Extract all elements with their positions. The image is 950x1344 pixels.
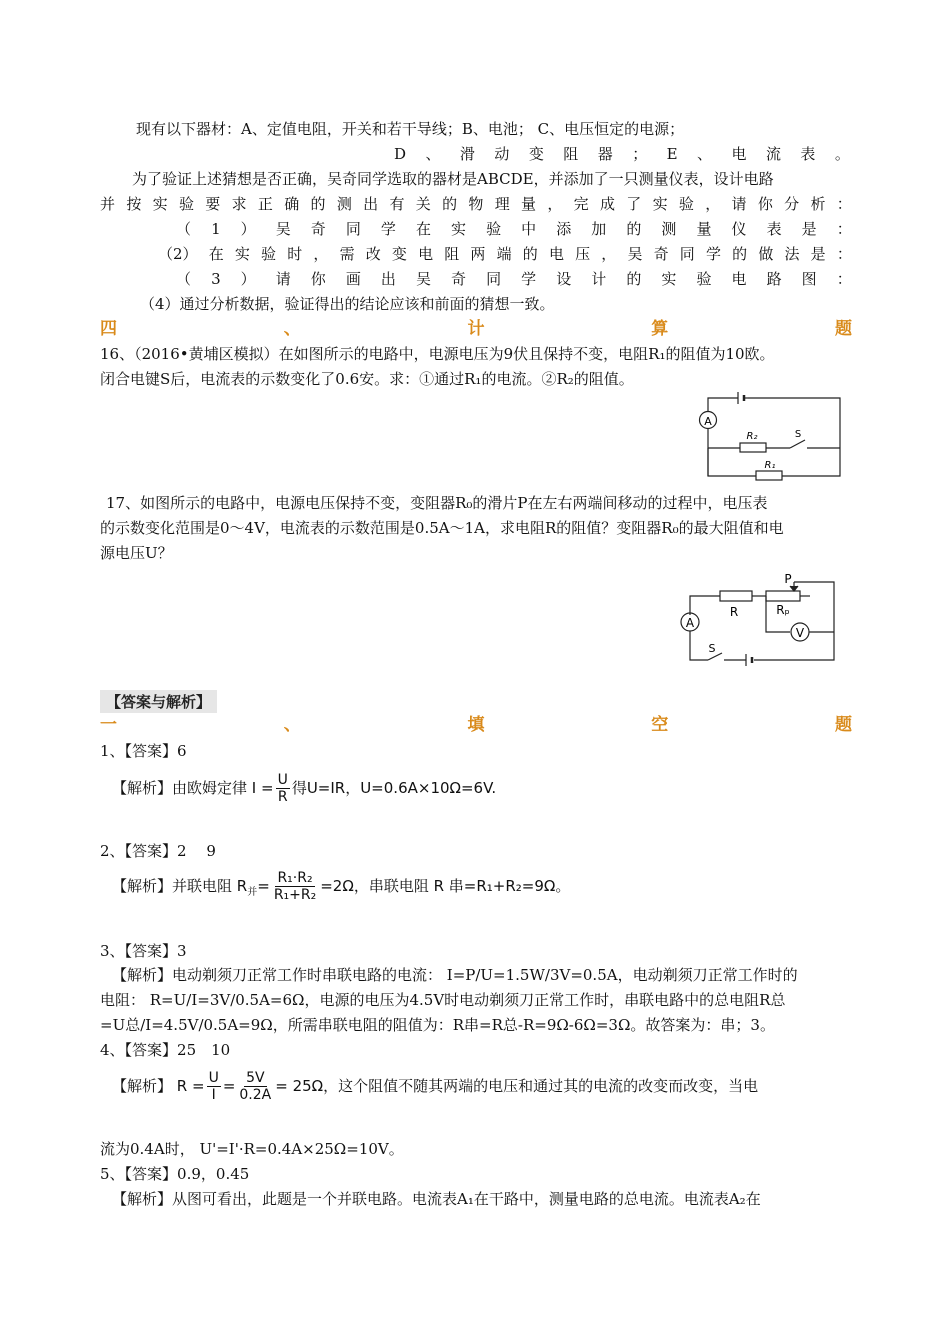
- slider-label: P: [784, 572, 792, 586]
- ammeter-label: A: [685, 616, 695, 630]
- ammeter-label: A: [704, 415, 712, 428]
- text-char: 计: [591, 270, 607, 288]
- text-char: 奇: [653, 245, 669, 263]
- problem-16-line-2: 闭合电键S后，电流表的示数变化了0.6安。求：①通过R₁的电流。②R₂的阻值。: [100, 370, 634, 388]
- text-char: 中: [521, 220, 537, 238]
- text-char: 验: [261, 245, 277, 263]
- text-char: 的: [522, 245, 538, 263]
- answer-4: 4、【答案】25 10: [100, 1041, 231, 1059]
- text-char: 、: [283, 715, 301, 735]
- problem-17-line-3: 源电压U？: [100, 544, 173, 562]
- text-char: 验: [678, 195, 694, 213]
- text-char: 改: [365, 245, 381, 263]
- text-char: 请: [731, 195, 747, 213]
- switch-label: S: [794, 429, 802, 440]
- question-line-5: [176, 218, 852, 240]
- text-char: 奇: [451, 270, 467, 288]
- text-char: 需: [339, 245, 355, 263]
- text-char: 是: [810, 245, 826, 263]
- text-char: 同: [679, 245, 695, 263]
- text-char: 1: [211, 220, 221, 238]
- text-char: 学: [705, 245, 721, 263]
- question-line-3: 为了验证上述猜想是否正确，吴奇同学选取的器材是ABCDE，并添加了一只测量仪表，设计电路: [132, 170, 774, 188]
- text-char: 量: [521, 195, 537, 213]
- solution-4: 【解析】 R = $\frac{U}{I}$ = $\frac{5V}{0.2A}$ = 25Ω，这个阻值不随其两端的电压和通过其的电流的改变而改变，当电: [112, 1070, 759, 1103]
- text-char: 你: [310, 270, 326, 288]
- text-char: 在: [208, 245, 224, 263]
- text-char: 奇: [310, 220, 326, 238]
- text-char: （: [176, 220, 192, 238]
- text-char: ：: [836, 195, 852, 213]
- text-char: 的: [732, 245, 748, 263]
- fraction-u-over-i: $\frac{U}{I}$: [208, 1070, 219, 1103]
- text-char: 验: [486, 220, 502, 238]
- text-char: 关: [415, 195, 431, 213]
- solution-4-line-2: 流为0.4A时， U'=I'·R=0.4A×25Ω=10V。: [100, 1140, 404, 1158]
- solution-5-line-1: 【解析】从图可看出，此题是一个并联电路。电流表A₁在干路中，测量电路的总电流。电流表A₂在: [112, 1190, 761, 1208]
- text-char: 在: [415, 220, 431, 238]
- text-char: 吴: [275, 220, 291, 238]
- text-char: 实: [661, 270, 677, 288]
- text-char: 变: [391, 245, 407, 263]
- answers-title: 【答案与解析】: [100, 690, 217, 713]
- text-char: 出: [380, 270, 396, 288]
- text-char: 四: [100, 319, 117, 339]
- text-char: 阻: [444, 245, 460, 263]
- text-char: 测: [661, 220, 677, 238]
- text-char: 物: [468, 195, 484, 213]
- text-char: 验: [178, 195, 194, 213]
- answer-2: 2、【答案】2 9: [100, 842, 216, 860]
- text-char: （2）: [158, 245, 198, 263]
- text-char: 成: [599, 195, 615, 213]
- text-char: 析: [810, 195, 826, 213]
- text-char: 画: [345, 270, 361, 288]
- text-char: 按: [126, 195, 142, 213]
- text-char: 有: [389, 195, 405, 213]
- text-char: 的: [310, 195, 326, 213]
- text-char: ，: [547, 195, 563, 213]
- text-char: 吴: [627, 245, 643, 263]
- text-char: ：: [836, 220, 852, 238]
- text-char: 添: [556, 220, 572, 238]
- text-char: ，: [705, 195, 721, 213]
- text-char: 学: [380, 220, 396, 238]
- fraction-values: $\frac{5V}{0.2A}$: [239, 1070, 272, 1103]
- text-char: 题: [835, 715, 852, 735]
- solution-1: 【解析】由欧姆定律 I = $\frac{U}{R}$ 得U=IR，U=0.6A×10Ω=6V.: [112, 772, 497, 805]
- text-char: 量: [696, 220, 712, 238]
- text-char: 实: [152, 195, 168, 213]
- text-char: 做: [758, 245, 774, 263]
- text-char: 电: [548, 245, 564, 263]
- solution-3-line-1: 【解析】电动剃须刀正常工作时串联电路的电流： I=P/U=1.5W/3V=0.5A，电动剃须刀正常工作时的: [112, 966, 798, 984]
- text-char: 要: [205, 195, 221, 213]
- text-char: 实: [451, 220, 467, 238]
- text-char: （: [176, 270, 192, 288]
- answer-5: 5、【答案】0.9，0.45: [100, 1165, 250, 1183]
- text-char: 算: [651, 319, 669, 339]
- question-line-4: [100, 193, 852, 215]
- solution-2: 【解析】并联电阻 $R_并=$ $\frac{\text{R₁·R₂}}{\text{R₁+R₂}}$ =2Ω，串联电阻 R 串=R₁+R₂=9Ω。: [112, 870, 571, 903]
- voltmeter-label: V: [795, 626, 805, 640]
- switch-label: S: [708, 642, 716, 655]
- resistor-r-label: R: [729, 605, 739, 619]
- text-char: 请: [275, 270, 291, 288]
- text-char: 的: [442, 195, 458, 213]
- text-char: 3: [211, 270, 221, 288]
- text-char: 仪: [731, 220, 747, 238]
- text-char: 电: [731, 270, 747, 288]
- answer-3: 3、【答案】3: [100, 942, 187, 960]
- text-char: 时: [287, 245, 303, 263]
- text-char: 端: [496, 245, 512, 263]
- text-char: 计: [467, 319, 485, 339]
- text-char: 一: [100, 715, 117, 735]
- question-line-7: [176, 268, 852, 290]
- fraction-u-over-r: $\frac{U}{R}$: [277, 772, 288, 805]
- text-char: 实: [652, 195, 668, 213]
- text-char: 的: [626, 270, 642, 288]
- solution-3-line-3: =U总/I=4.5V/0.5A=9Ω，所需串联电阻的阻值为：R串=R总-R=9Ω-6Ω=3Ω。故答案为：串；3。: [100, 1016, 775, 1034]
- rheostat-label: Rₚ: [776, 603, 790, 617]
- text-char: 吴: [415, 270, 431, 288]
- section-heading-calc: [100, 318, 852, 340]
- question-line-1: 现有以下器材：A、定值电阻，开关和若干导线；B、电池； C、电压恒定的电源；: [136, 120, 685, 138]
- circuit-diagram-16: [690, 390, 850, 482]
- text-char: 实: [234, 245, 250, 263]
- problem-17-line-2: 的示数变化范围是0～4V，电流表的示数范围是0.5A～1A，求电阻R的阻值？变阻器R₀的最大阻值和电: [100, 519, 784, 537]
- text-char: 学: [521, 270, 537, 288]
- text-char: 验: [696, 270, 712, 288]
- text-char: 同: [345, 220, 361, 238]
- text-char: 路: [766, 270, 782, 288]
- text-char: ，: [601, 245, 617, 263]
- text-char: 加: [591, 220, 607, 238]
- text-char: 同: [486, 270, 502, 288]
- text-char: 测: [336, 195, 352, 213]
- question-line-6: [158, 243, 852, 265]
- text-char: 空: [651, 715, 669, 735]
- text-char: ：: [836, 245, 852, 263]
- text-char: 设: [556, 270, 572, 288]
- circuit-diagram-17: [676, 570, 840, 670]
- text-char: 法: [784, 245, 800, 263]
- r1-label: R₁: [764, 460, 776, 471]
- text-char: ）: [240, 270, 256, 288]
- text-char: 了: [626, 195, 642, 213]
- text-char: 、: [283, 319, 301, 339]
- text-char: 完: [573, 195, 589, 213]
- text-char: 两: [470, 245, 486, 263]
- text-char: 确: [284, 195, 300, 213]
- text-char: 求: [231, 195, 247, 213]
- text-char: 理: [494, 195, 510, 213]
- text-char: 填: [467, 715, 485, 735]
- text-char: 正: [257, 195, 273, 213]
- text-char: 是: [801, 220, 817, 238]
- text-char: 电: [418, 245, 434, 263]
- text-char: 并: [100, 195, 116, 213]
- fraction-parallel: $\frac{\text{R₁·R₂}}{\text{R₁+R₂}}$: [273, 870, 317, 903]
- text-char: 分: [784, 195, 800, 213]
- text-char: 图: [801, 270, 817, 288]
- question-line-2: D 、 滑 动 变 阻 器 ； E 、 电 流 表 。: [394, 145, 850, 163]
- problem-17-line-1: 17、如图所示的电路中，电源电压保持不变，变阻器R₀的滑片P在左右两端间移动的过程中，电压表: [106, 494, 768, 512]
- question-line-8: （4）通过分析数据，验证得出的结论应该和前面的猜想一致。: [140, 295, 555, 313]
- text-char: 的: [626, 220, 642, 238]
- section-heading-fill: [100, 714, 852, 736]
- text-char: ：: [836, 270, 852, 288]
- text-char: 出: [363, 195, 379, 213]
- solution-3-line-2: 电阻： R=U/I=3V/0.5A=6Ω，电源的电压为4.5V时电动剃须刀正常工作时，串联电路中的总电阻R总: [100, 991, 786, 1009]
- text-char: 你: [757, 195, 773, 213]
- text-char: 压: [575, 245, 591, 263]
- text-char: ，: [313, 245, 329, 263]
- problem-16-line-1: 16、（2016•黄埔区模拟）在如图所示的电路中，电源电压为9伏且保持不变，电阻R₁的阻值为10欧。: [100, 345, 775, 363]
- r2-label: R₂: [746, 431, 758, 442]
- answer-1: 1、【答案】6: [100, 742, 187, 760]
- text-char: 表: [766, 220, 782, 238]
- text-char: ）: [240, 220, 256, 238]
- text-char: 题: [835, 319, 852, 339]
